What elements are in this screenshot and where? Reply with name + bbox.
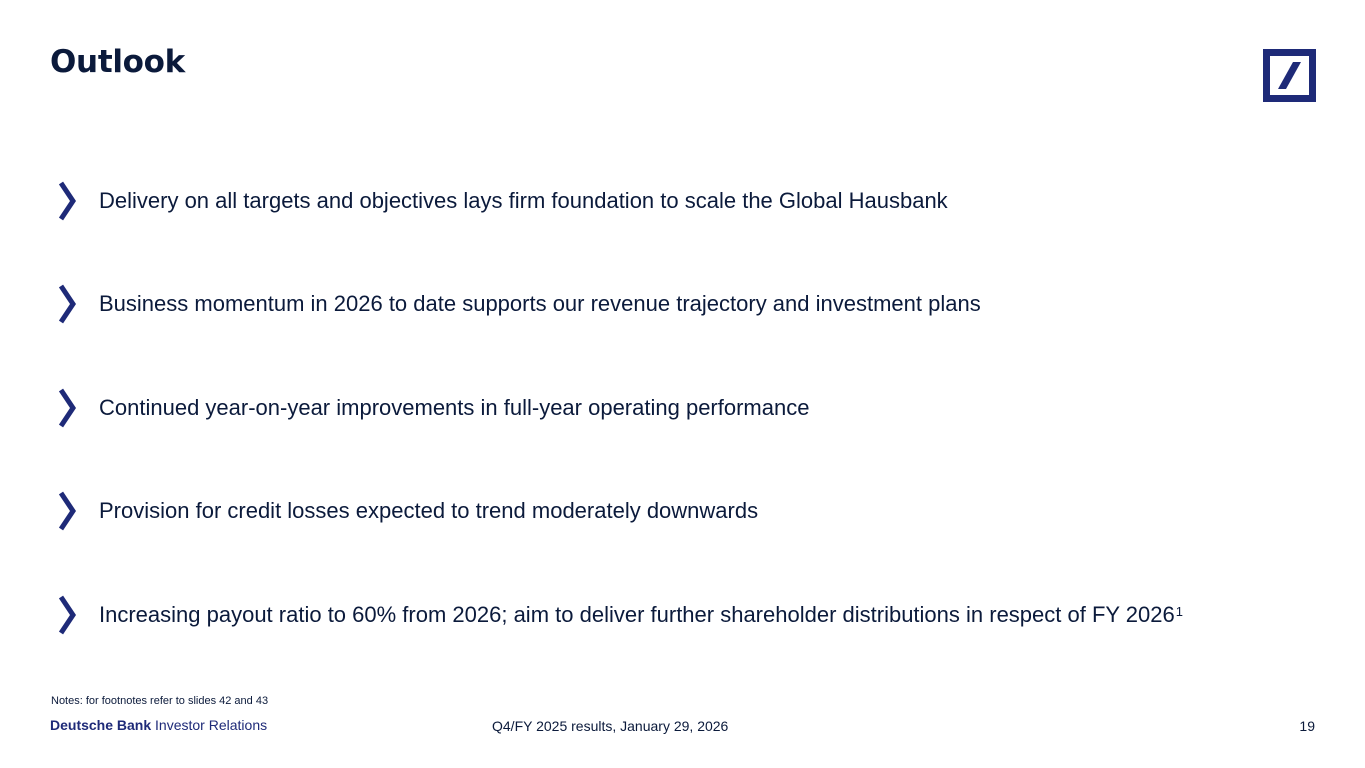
bullet-item xyxy=(50,388,1320,428)
bullet-item xyxy=(50,181,1320,221)
bullet-text: Continued year-on-year improvements in full-year operating performance xyxy=(99,395,810,420)
chevron-right-icon xyxy=(58,388,78,428)
footer-brand-name: Deutsche Bank xyxy=(50,717,152,733)
bullet-text: Provision for credit losses expected to trend moderately downwards xyxy=(99,498,759,523)
slide-title: Outlook xyxy=(50,44,185,80)
footer-brand-section: Investor Relations xyxy=(155,717,268,733)
bullet-text: Delivery on all targets and objectives lays firm foundation to scale the Global Hausbank xyxy=(99,188,948,213)
bullet-item xyxy=(50,595,1320,635)
bullet-item xyxy=(50,491,1320,531)
chevron-right-icon xyxy=(58,491,78,531)
chevron-right-icon xyxy=(58,284,78,324)
bullet-item xyxy=(50,284,1320,324)
footnote-marker: 1 xyxy=(1175,604,1183,619)
chevron-right-icon xyxy=(58,595,78,635)
bullet-text-main: Increasing payout ratio to 60% from 2026; aim to deliver further shareholder distributions in respect of FY 2026 xyxy=(99,602,1175,627)
deutsche-bank-logo-icon xyxy=(1263,49,1316,102)
chevron-right-icon xyxy=(58,181,78,221)
footnotes-note: Notes: for footnotes refer to slides 42 and 43 xyxy=(51,695,269,707)
bullet-text: Business momentum in 2026 to date supports our revenue trajectory and investment plans xyxy=(99,291,981,316)
page-number: 19 xyxy=(1299,718,1315,734)
footer-brand xyxy=(50,717,267,733)
footer-report-date: Q4/FY 2025 results, January 29, 2026 xyxy=(492,718,729,734)
bullet-text xyxy=(99,602,1183,628)
